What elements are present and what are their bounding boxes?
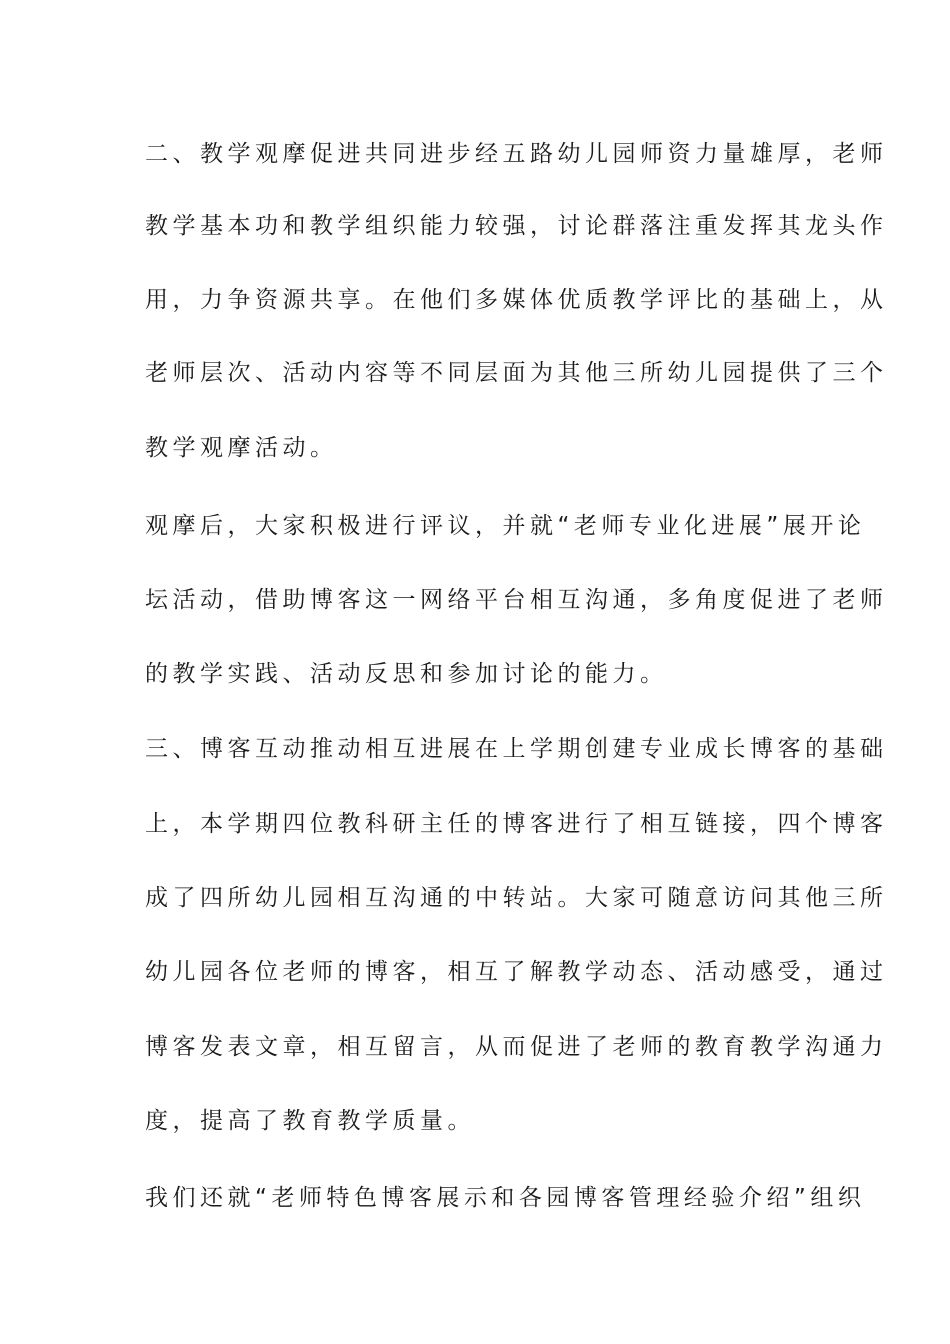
text-line-8: 的教学实践、活动反思和参加讨论的能力。 <box>145 661 668 687</box>
text-line-12: 幼儿园各位老师的博客，相互了解教学动态、活动感受，通过 <box>145 959 888 985</box>
text-line-14: 度，提高了教育教学质量。 <box>145 1108 475 1134</box>
text-line-2: 教学基本功和教学组织能力较强，讨论群落注重发挥其龙头作 <box>145 213 888 239</box>
text-line-3: 用，力争资源共享。在他们多媒体优质教学评比的基础上，从 <box>145 287 888 313</box>
text-line-4: 老师层次、活动内容等不同层面为其他三所幼儿园提供了三个 <box>145 360 888 386</box>
text-line-15: 我们还就“老师特色博客展示和各园博客管理经验介绍”组织 <box>145 1185 866 1211</box>
text-line-10: 上，本学期四位教科研主任的博客进行了相互链接，四个博客 <box>145 811 888 837</box>
text-line-5: 教学观摩活动。 <box>145 435 338 461</box>
text-line-13: 博客发表文章，相互留言，从而促进了老师的教育教学沟通力 <box>145 1034 888 1060</box>
text-line-11: 成了四所幼儿园相互沟通的中转站。大家可随意访问其他三所 <box>145 885 888 911</box>
text-line-9: 三、博客互动推动相互进展在上学期创建专业成长博客的基础 <box>145 736 888 762</box>
text-line-1: 二、教学观摩促进共同进步经五路幼儿园师资力量雄厚，老师 <box>145 141 888 167</box>
text-line-6: 观摩后，大家积极进行评议，并就“老师专业化进展”展开论 <box>145 513 866 539</box>
text-line-7: 坛活动，借助博客这一网络平台相互沟通，多角度促进了老师 <box>145 587 888 613</box>
